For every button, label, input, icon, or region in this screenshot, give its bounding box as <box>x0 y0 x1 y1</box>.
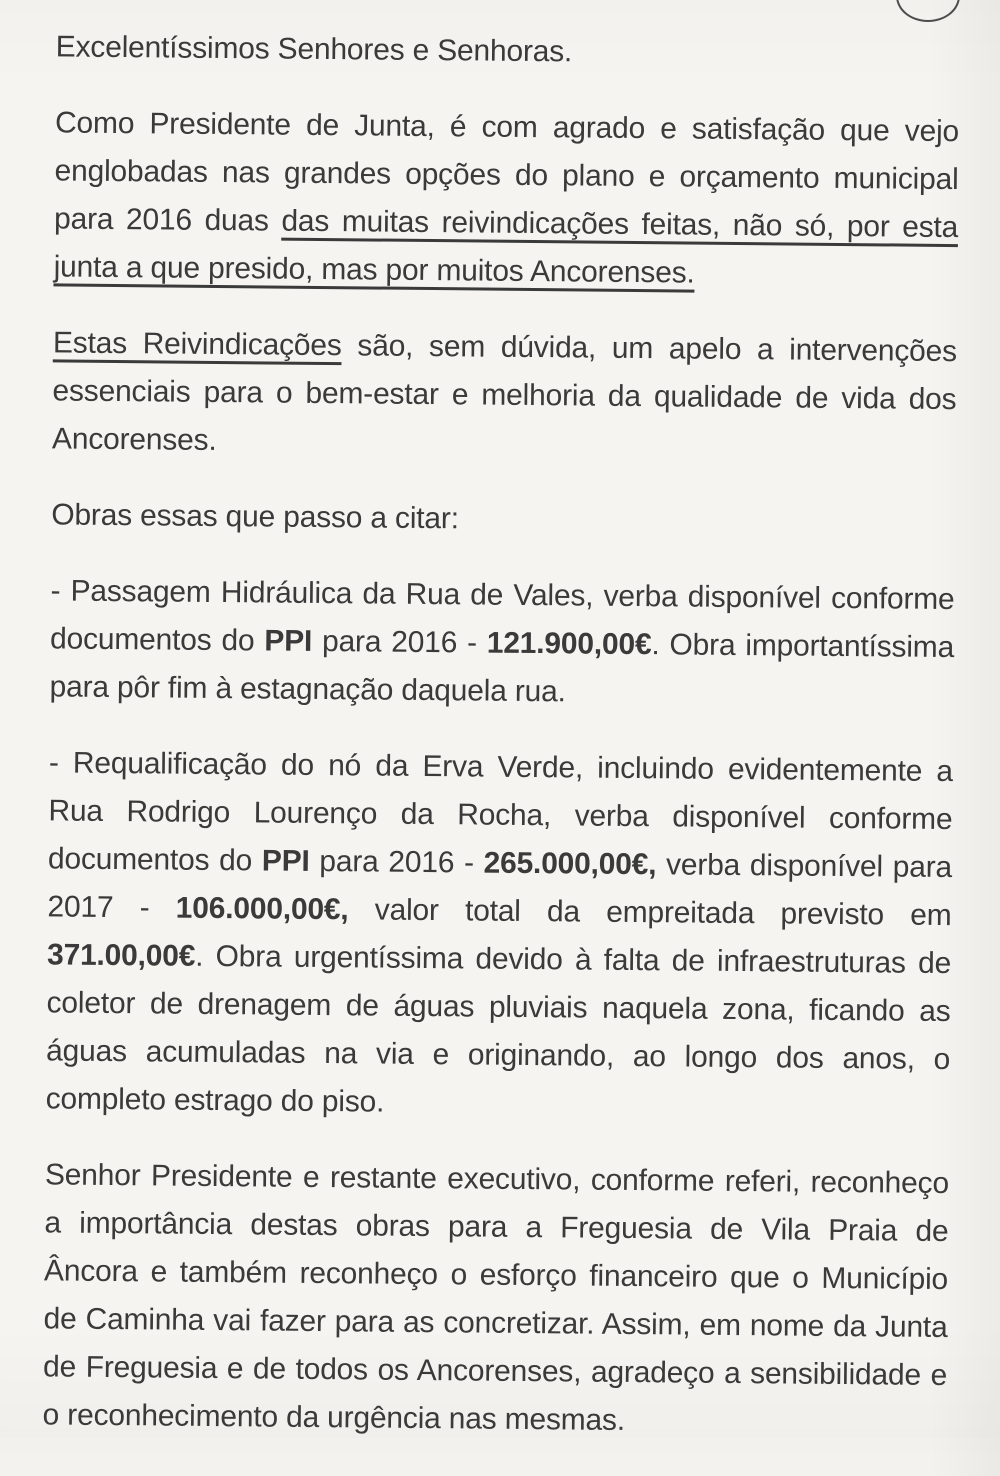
text-run: PPI <box>264 624 313 658</box>
text-run: 121.900,00€ <box>486 626 652 662</box>
text-run: 106.000,00€, <box>175 891 349 927</box>
text-run: são, sem dúvida, um apelo a intervenções essenciais para o bem-estar e melhoria da qualidade de vida dos Ancorenses. <box>51 329 958 457</box>
paragraph-closing <box>42 1151 949 1448</box>
text-run: para 2016 - <box>311 624 487 660</box>
letter-body <box>42 23 960 1476</box>
text-run: valor total da empreitada previsto em <box>348 893 952 933</box>
text-run: 371.00,00€ <box>46 938 196 973</box>
text-run: PPI <box>261 844 310 878</box>
paragraph-salutation <box>56 23 960 80</box>
text-run: Estas Reivindicações <box>52 326 342 363</box>
text-run: . Obra urgentíssima devido à falta de infraestruturas de coletor de drenagem de águas pluviais naquela zona, ficando as águas acumuladas na via e originando, ao longo dos anos, o completo estrago do piso. <box>45 939 952 1119</box>
paragraph-works-intro <box>51 491 955 548</box>
text-run: Como Presidente de Junta, é com agrado e satisfação que vejo englobadas nas grandes opções do plano e orçamento municipal para 2016 duas <box>53 106 960 238</box>
text-run: para 2016 - <box>309 844 484 880</box>
text-run: Senhor Presidente e restante executivo, conforme referi, reconheço a importância destas obras para a Freguesia de Vila Praia de Âncora e também reconheço o esforço financeiro que o Município de Caminha vai fazer para as concretizar. Assim, em nome da Junta de Freguesia e de todos os Ancorenses, agradeço a sensibilidade e o reconhecimento da urgência nas mesmas. <box>42 1158 950 1437</box>
list-item-passagem-hidraulica <box>49 567 954 720</box>
text-run: 265.000,00€, <box>483 846 657 882</box>
text-run: verba disponível para 2017 - <box>47 848 953 925</box>
paragraph-intro <box>53 99 959 300</box>
text-run: . Obra importantíssima para pôr fim à estagnação daquela rua. <box>49 628 955 709</box>
text-run: - Passagem Hidráulica da Rua de Vales, verba disponível conforme documentos do <box>49 574 955 658</box>
paragraph-claims <box>52 319 957 472</box>
text-run: Excelentíssimos Senhores e Senhoras. <box>55 30 573 69</box>
text-run: das muitas reivindicações feitas, não só, por esta junta a que presido, mas por muitos Ancorenses. <box>53 204 959 290</box>
list-item-requalificacao-erva-verde <box>45 739 953 1132</box>
text-run: - Requalificação do nó da Erva Verde, incluindo evidentemente a Rua Rodrigo Lourenço da Rocha, verba disponível conforme documentos do <box>47 746 954 878</box>
handwritten-circle-mark <box>896 0 960 22</box>
text-run: Obras essas que passo a citar: <box>51 498 459 536</box>
